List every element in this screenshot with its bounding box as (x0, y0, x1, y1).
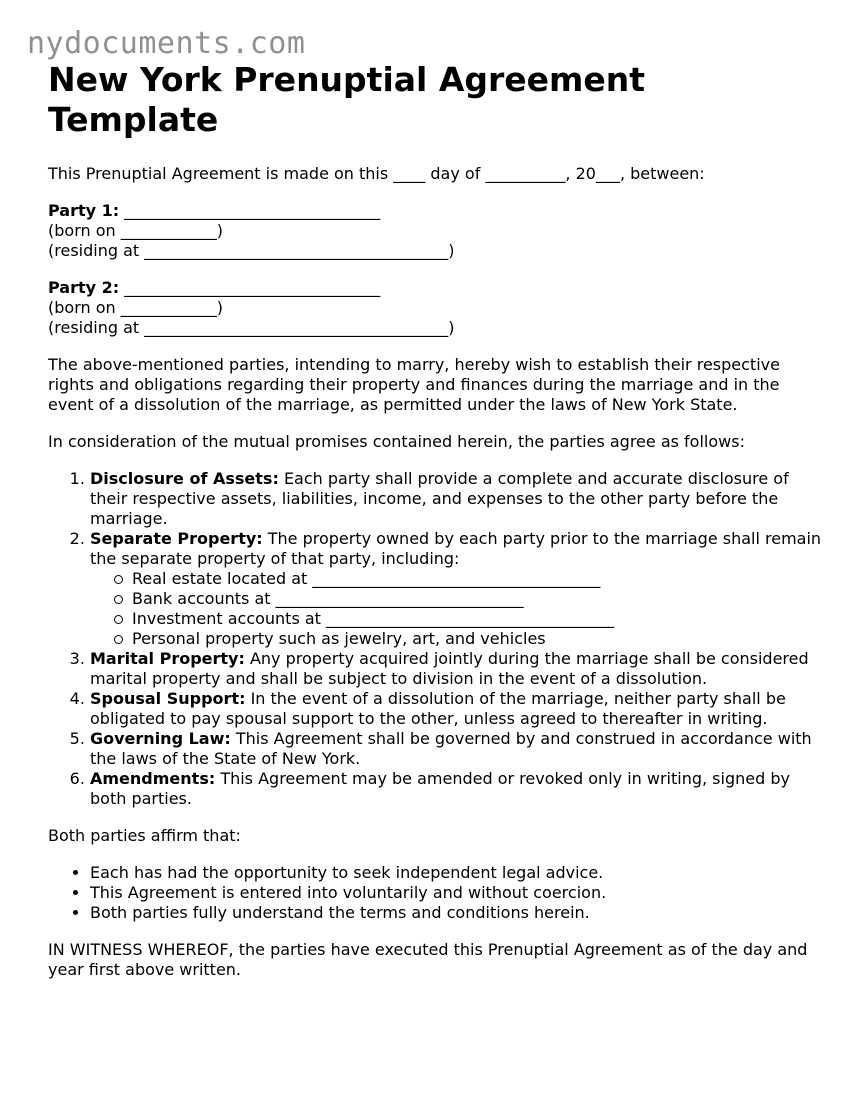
clause-governing-law (90, 729, 823, 769)
clause-heading: Spousal Support: (90, 689, 246, 708)
party-2-block (48, 278, 823, 338)
list-item: • Each has had the opportunity to seek independent legal advice. (90, 863, 823, 883)
party-2-residing: (residing at ______________________________________) (48, 318, 455, 337)
site-watermark: nydocuments.com (27, 26, 306, 61)
clause-heading: Separate Property: (90, 529, 263, 548)
party-2-born: (born on ____________) (48, 298, 223, 317)
witness-paragraph: IN WITNESS WHEREOF, the parties have executed this Prenuptial Agreement as of the day and year first above written. (48, 940, 808, 979)
party-1-name-line (48, 201, 823, 221)
clause-text: Any property acquired jointly during the marriage shall be considered marital property and shall be subject to division in the event of a dissolution. (90, 649, 809, 688)
clause-heading: Amendments: (90, 769, 216, 788)
party-1-residing: (residing at ______________________________________) (48, 241, 455, 260)
separate-property-list (90, 569, 823, 649)
clause-heading: Disclosure of Assets: (90, 469, 279, 488)
clause-amendments (90, 769, 823, 809)
party-1-name-blank: ________________________________ (119, 201, 381, 220)
party-2-label: Party 2: (48, 278, 120, 297)
affirmation-list (48, 863, 823, 923)
clause-heading: Marital Property: (90, 649, 245, 668)
list-item: Investment accounts at ____________________________________ (112, 609, 823, 629)
list-item: • This Agreement is entered into voluntarily and without coercion. (90, 883, 823, 903)
clause-separate-property (90, 529, 823, 649)
purpose-paragraph: The above-mentioned parties, intending to marry, hereby wish to establish their respective rights and obligations regarding their property and finances during the marriage and in the event of a dissolution of the marriage, as permitted under the laws of New York State. (48, 355, 780, 414)
affirm-intro: Both parties affirm that: (48, 826, 241, 845)
party-1-born: (born on ____________) (48, 221, 223, 240)
party-2-name-blank: ________________________________ (119, 278, 381, 297)
clause-text: In the event of a dissolution of the marriage, neither party shall be obligated to pay spousal support to the other, unless agreed to thereafter in writing. (90, 689, 786, 728)
intro-paragraph: This Prenuptial Agreement is made on this ____ day of __________, 20___, between: (48, 164, 705, 183)
party-1-label: Party 1: (48, 201, 120, 220)
clause-list (48, 469, 823, 809)
clause-text: Each party shall provide a complete and accurate disclosure of their respective assets, liabilities, income, and expenses to the other party before the marriage. (90, 469, 789, 528)
clause-spousal-support (90, 689, 823, 729)
clause-marital-property (90, 649, 823, 689)
clause-text: This Agreement shall be governed by and construed in accordance with the laws of the State of New York. (90, 729, 812, 768)
clause-heading: Governing Law: (90, 729, 231, 748)
list-item: • Both parties fully understand the terms and conditions herein. (90, 903, 823, 923)
party-1-block (48, 201, 823, 261)
clause-disclosure (90, 469, 823, 529)
list-item: Bank accounts at _______________________________ (112, 589, 823, 609)
clause-text: This Agreement may be amended or revoked only in writing, signed by both parties. (90, 769, 790, 808)
party-2-name-line (48, 278, 823, 298)
document-body (48, 60, 823, 980)
list-item: Personal property such as jewelry, art, and vehicles (112, 629, 823, 649)
consideration-paragraph: In consideration of the mutual promises contained herein, the parties agree as follows: (48, 432, 745, 451)
clause-text: The property owned by each party prior to the marriage shall remain the separate property of that party, including: (90, 529, 822, 568)
page-title: New York Prenuptial Agreement Template (48, 60, 646, 139)
list-item: Real estate located at ____________________________________ (112, 569, 823, 589)
